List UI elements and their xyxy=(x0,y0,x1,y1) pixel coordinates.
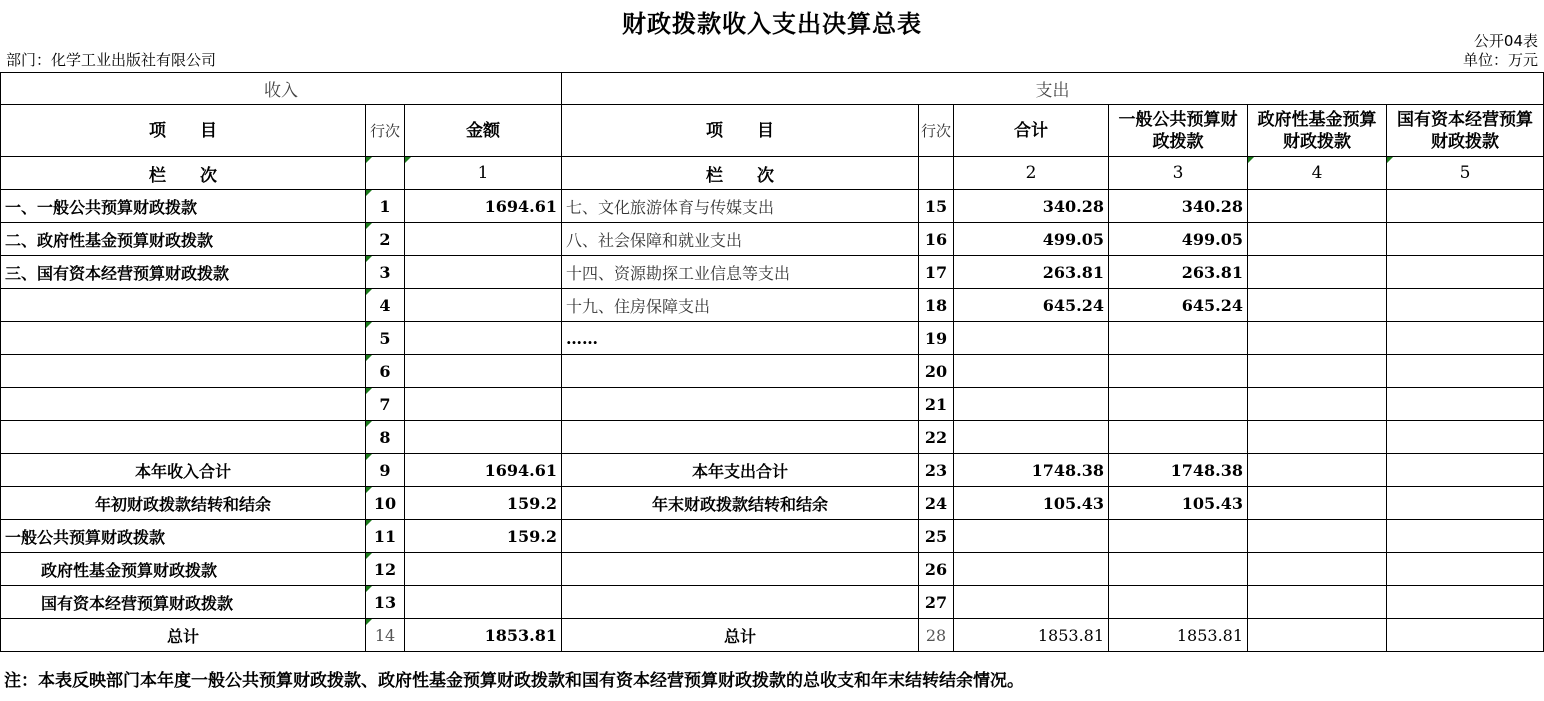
expense-state xyxy=(1387,256,1544,289)
expense-fund xyxy=(1248,619,1387,652)
table-row xyxy=(1,454,1544,487)
expense-row-no: 23 xyxy=(919,454,954,487)
expense-general xyxy=(1109,553,1248,586)
expense-fund xyxy=(1248,421,1387,454)
expense-item xyxy=(562,586,919,619)
expense-fund xyxy=(1248,223,1387,256)
expense-total: 1748.38 xyxy=(954,454,1109,487)
expense-fund xyxy=(1248,454,1387,487)
expense-row-no: 20 xyxy=(919,355,954,388)
expense-general xyxy=(1109,421,1248,454)
header-expense-row-no: 行次 xyxy=(919,105,954,157)
expense-general xyxy=(1109,520,1248,553)
header-expense-item: 项 目 xyxy=(562,105,919,157)
income-item: 一、一般公共预算财政拨款 xyxy=(1,190,366,223)
table-row xyxy=(1,190,1544,223)
expense-total xyxy=(954,421,1109,454)
expense-total: 340.28 xyxy=(954,190,1109,223)
income-row-no: 2 xyxy=(366,223,405,256)
column-number-5: 5 xyxy=(1387,157,1544,190)
expense-total: 263.81 xyxy=(954,256,1109,289)
header-income-row-no: 行次 xyxy=(366,105,405,157)
expense-row-no: 19 xyxy=(919,322,954,355)
table-row-grand-total xyxy=(1,619,1544,652)
expense-row-no: 22 xyxy=(919,421,954,454)
section-header-row xyxy=(1,73,1544,105)
income-item: 国有资本经营预算财政拨款 xyxy=(1,586,366,619)
expense-state xyxy=(1387,289,1544,322)
column-number-1: 1 xyxy=(405,157,562,190)
expense-row-no: 15 xyxy=(919,190,954,223)
header-general-budget: 一般公共预算财政拨款 xyxy=(1109,105,1248,157)
income-item xyxy=(1,421,366,454)
expense-item xyxy=(562,520,919,553)
header-amount: 金额 xyxy=(405,105,562,157)
column-number-4: 4 xyxy=(1248,157,1387,190)
income-subtotal-label: 本年收入合计 xyxy=(1,454,366,487)
table-row xyxy=(1,322,1544,355)
expense-fund xyxy=(1248,520,1387,553)
income-item xyxy=(1,388,366,421)
column-number-3: 3 xyxy=(1109,157,1248,190)
income-grand-total: 1853.81 xyxy=(405,619,562,652)
expense-state xyxy=(1387,586,1544,619)
expense-row-no: 17 xyxy=(919,256,954,289)
expense-state xyxy=(1387,223,1544,256)
expense-general-total: 1853.81 xyxy=(1109,619,1248,652)
expense-subtotal-label: 本年支出合计 xyxy=(562,454,919,487)
income-amount xyxy=(405,256,562,289)
income-item: 年初财政拨款结转和结余 xyxy=(1,487,366,520)
expense-fund xyxy=(1248,190,1387,223)
income-amount xyxy=(405,586,562,619)
expense-grand-total-label: 总计 xyxy=(562,619,919,652)
table-row xyxy=(1,520,1544,553)
expense-state xyxy=(1387,487,1544,520)
department-label: 部门：化学工业出版社有限公司 xyxy=(6,51,217,69)
expense-state xyxy=(1387,322,1544,355)
section-expense: 支出 xyxy=(562,73,1544,105)
income-amount: 159.2 xyxy=(405,520,562,553)
expense-general xyxy=(1109,388,1248,421)
table-row xyxy=(1,553,1544,586)
income-amount xyxy=(405,388,562,421)
income-amount xyxy=(405,355,562,388)
expense-total xyxy=(954,388,1109,421)
income-amount xyxy=(405,553,562,586)
expense-fund xyxy=(1248,553,1387,586)
expense-total: 105.43 xyxy=(954,487,1109,520)
income-row-no: 1 xyxy=(366,190,405,223)
expense-total xyxy=(954,355,1109,388)
header-total: 合计 xyxy=(954,105,1109,157)
page-title: 财政拨款收入支出决算总表 xyxy=(622,9,922,38)
table-row xyxy=(1,421,1544,454)
column-number-row xyxy=(1,157,1544,190)
expense-item: 十四、资源勘探工业信息等支出 xyxy=(562,256,919,289)
income-row-no: 7 xyxy=(366,388,405,421)
expense-row-no: 25 xyxy=(919,520,954,553)
expense-row-no: 27 xyxy=(919,586,954,619)
table-row xyxy=(1,355,1544,388)
expense-state xyxy=(1387,190,1544,223)
income-amount xyxy=(405,223,562,256)
expense-item: 十九、住房保障支出 xyxy=(562,289,919,322)
expense-total xyxy=(954,586,1109,619)
expense-item: 八、社会保障和就业支出 xyxy=(562,223,919,256)
column-label-income: 栏 次 xyxy=(1,157,366,190)
expense-general: 645.24 xyxy=(1109,289,1248,322)
expense-fund xyxy=(1248,586,1387,619)
income-item xyxy=(1,322,366,355)
column-header-row xyxy=(1,105,1544,157)
income-row-no: 6 xyxy=(366,355,405,388)
expense-general: 1748.38 xyxy=(1109,454,1248,487)
expense-general: 105.43 xyxy=(1109,487,1248,520)
column-number-2: 2 xyxy=(954,157,1109,190)
expense-item: 七、文化旅游体育与传媒支出 xyxy=(562,190,919,223)
income-item: 三、国有资本经营预算财政拨款 xyxy=(1,256,366,289)
header-state-capital-budget: 国有资本经营预算财政拨款 xyxy=(1387,105,1544,157)
expense-item: …… xyxy=(562,322,919,355)
header-income-item: 项 目 xyxy=(1,105,366,157)
expense-grand-total: 1853.81 xyxy=(954,619,1109,652)
income-item: 一般公共预算财政拨款 xyxy=(1,520,366,553)
budget-table xyxy=(0,72,1544,652)
expense-item: 年末财政拨款结转和结余 xyxy=(562,487,919,520)
income-amount xyxy=(405,421,562,454)
expense-row-no: 28 xyxy=(919,619,954,652)
expense-row-no: 24 xyxy=(919,487,954,520)
expense-row-no: 26 xyxy=(919,553,954,586)
expense-state xyxy=(1387,421,1544,454)
expense-state xyxy=(1387,355,1544,388)
column-blank-2 xyxy=(919,157,954,190)
income-row-no: 10 xyxy=(366,487,405,520)
expense-fund xyxy=(1248,256,1387,289)
income-row-no: 8 xyxy=(366,421,405,454)
expense-fund xyxy=(1248,322,1387,355)
income-row-no: 14 xyxy=(366,619,405,652)
expense-item xyxy=(562,421,919,454)
expense-general: 340.28 xyxy=(1109,190,1248,223)
income-amount: 1694.61 xyxy=(405,454,562,487)
table-row xyxy=(1,586,1544,619)
expense-general xyxy=(1109,322,1248,355)
expense-general xyxy=(1109,586,1248,619)
expense-total: 499.05 xyxy=(954,223,1109,256)
table-row xyxy=(1,289,1544,322)
header-fund-budget: 政府性基金预算财政拨款 xyxy=(1248,105,1387,157)
income-amount xyxy=(405,322,562,355)
expense-fund xyxy=(1248,355,1387,388)
income-row-no: 4 xyxy=(366,289,405,322)
expense-total: 645.24 xyxy=(954,289,1109,322)
income-row-no: 12 xyxy=(366,553,405,586)
income-grand-total-label: 总计 xyxy=(1,619,366,652)
expense-item xyxy=(562,355,919,388)
expense-total xyxy=(954,322,1109,355)
expense-row-no: 18 xyxy=(919,289,954,322)
unit-label: 单位：万元 xyxy=(1462,51,1538,69)
income-row-no: 9 xyxy=(366,454,405,487)
form-number: 公开04表 xyxy=(1473,32,1538,50)
expense-item xyxy=(562,553,919,586)
expense-state xyxy=(1387,454,1544,487)
income-item xyxy=(1,355,366,388)
expense-item xyxy=(562,388,919,421)
expense-general xyxy=(1109,355,1248,388)
expense-total xyxy=(954,520,1109,553)
expense-fund xyxy=(1248,289,1387,322)
expense-fund xyxy=(1248,487,1387,520)
income-row-no: 3 xyxy=(366,256,405,289)
table-row xyxy=(1,487,1544,520)
expense-state xyxy=(1387,520,1544,553)
expense-general: 263.81 xyxy=(1109,256,1248,289)
income-item: 二、政府性基金预算财政拨款 xyxy=(1,223,366,256)
income-row-no: 13 xyxy=(366,586,405,619)
section-income: 收入 xyxy=(1,73,562,105)
expense-row-no: 21 xyxy=(919,388,954,421)
column-blank xyxy=(366,157,405,190)
expense-state xyxy=(1387,553,1544,586)
income-row-no: 11 xyxy=(366,520,405,553)
income-amount xyxy=(405,289,562,322)
footnote: 注：本表反映部门本年度一般公共预算财政拨款、政府性基金预算财政拨款和国有资本经营预算财政拨款的总收支和年末结转结余情况。 xyxy=(4,671,1024,691)
income-row-no: 5 xyxy=(366,322,405,355)
expense-fund xyxy=(1248,388,1387,421)
income-item xyxy=(1,289,366,322)
income-item: 政府性基金预算财政拨款 xyxy=(1,553,366,586)
column-label-expense: 栏 次 xyxy=(562,157,919,190)
table-row xyxy=(1,388,1544,421)
table-row xyxy=(1,256,1544,289)
expense-state xyxy=(1387,388,1544,421)
expense-general: 499.05 xyxy=(1109,223,1248,256)
income-amount: 1694.61 xyxy=(405,190,562,223)
expense-total xyxy=(954,553,1109,586)
expense-row-no: 16 xyxy=(919,223,954,256)
table-row xyxy=(1,223,1544,256)
income-amount: 159.2 xyxy=(405,487,562,520)
expense-state xyxy=(1387,619,1544,652)
